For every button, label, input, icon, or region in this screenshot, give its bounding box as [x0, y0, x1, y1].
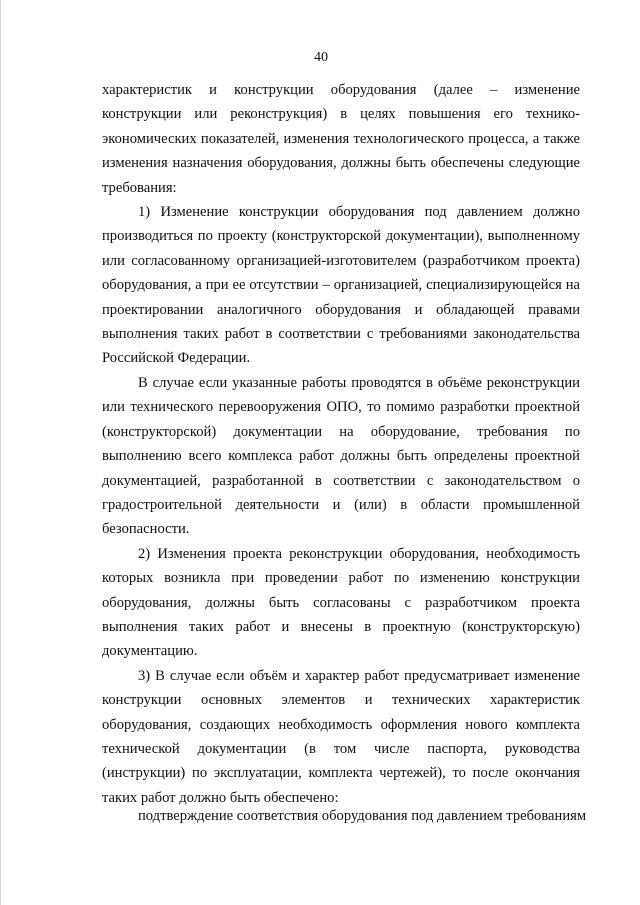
document-body [102, 78, 580, 810]
paragraph-continuation: характеристик и конструкции оборудования (далее – изменение конструкции или реконструкция) в целях повышения его технико-экономических показателей, изменения технологического процесса, а также изменения назначения оборудования, должны быть обеспечены следующие требования: [102, 82, 580, 196]
paragraph-item-3: 3) В случае если объём и характер работ предусматривает изменение конструкции основных элементов и технических характеристик оборудования, создающих необходимость оформления нового комплекта технической документации (в том числе паспорта, руководства (инструкции) по эксплуатации, комплекта чертежей), то после окончания таких работ должно быть обеспечено: [102, 667, 580, 806]
paragraph-item-1: 1) Изменение конструкции оборудования под давлением должно производиться по проекту (конструкторской документации), выполненному или согласованному организацией-изготовителем (разработчиком проекта) оборудования, а при ее отсутствии – организацией, специализирующейся на проектировании аналогичного оборудования и обладающей правами выполнения таких работ в соответствии с требованиями законодательства Российской Федерации. [102, 204, 580, 367]
page-number: 40 [314, 50, 328, 65]
paragraph-reconstruction-case: В случае если указанные работы проводятся в объёме реконструкции или технического перевооружения ОПО, то помимо разработки проектной (конструкторской) документации на оборудование, требования по выполнению всего комплекса работ должны быть определены проектной документацией, разработанной в соответствии с законодательством о градостроительной деятельности и (или) в области промышленной безопасности. [102, 374, 580, 538]
paragraph-confirmation: подтверждение соответствия оборудования под давлением требованиям [138, 808, 587, 824]
paragraph-item-2: 2) Изменения проекта реконструкции оборудования, необходимость которых возникла при проведении работ по изменению конструкции оборудования, должны быть согласованы с разработчиком проекта выполнения таких работ и внесены в проектную (конструкторскую) документацию. [102, 545, 580, 660]
